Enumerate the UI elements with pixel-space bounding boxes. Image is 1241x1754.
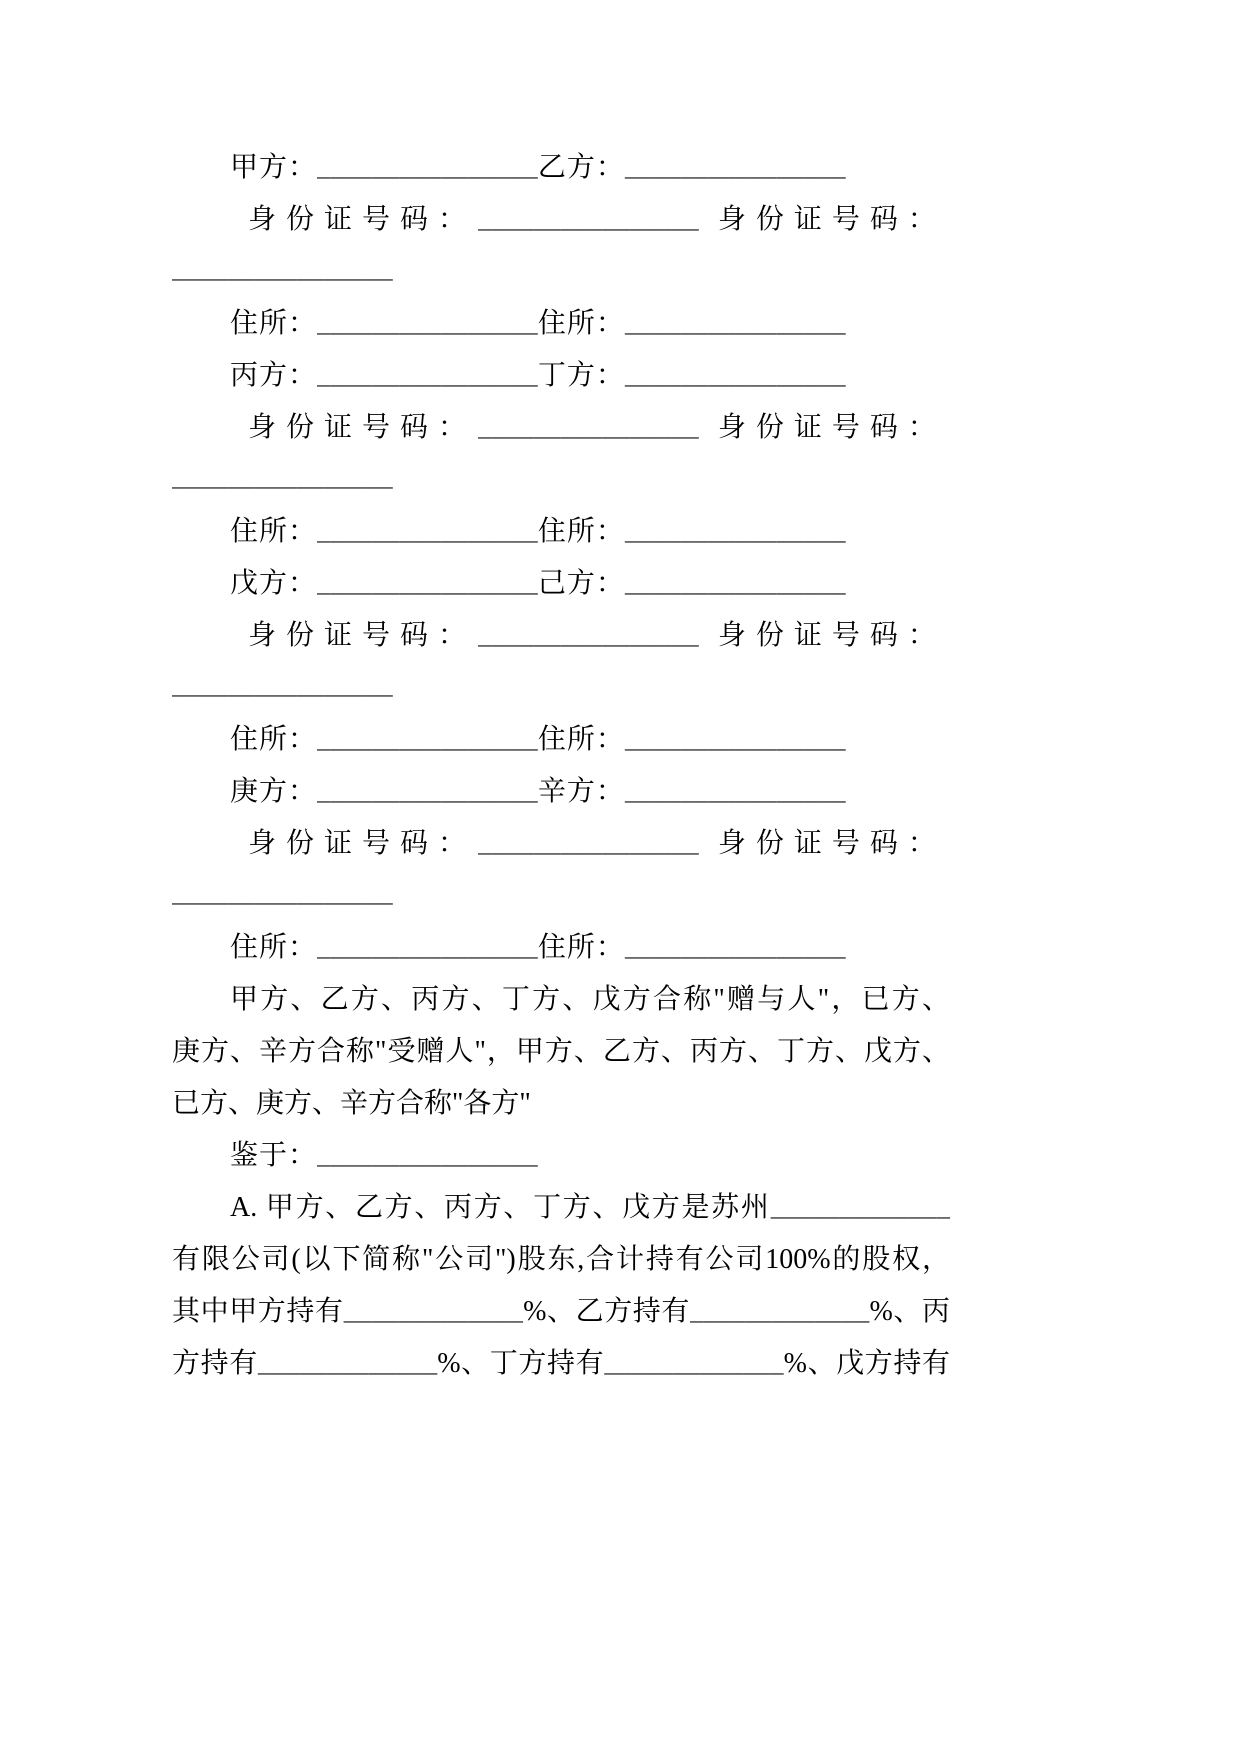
address-label: 住所： [537, 932, 625, 963]
share-percent-blank: _____________ [343, 1301, 524, 1327]
clause-line [172, 1338, 950, 1390]
party-label: 己方： [537, 568, 625, 599]
id-number-label: 身份证号码： [717, 828, 946, 859]
address-blank: ________________ [317, 521, 538, 547]
id-number-continuation [172, 662, 950, 714]
id-number-label: 身份证号码： [248, 204, 477, 235]
share-percent-blank: _____________ [604, 1353, 784, 1379]
party-block [172, 766, 950, 974]
name-blank: ________________ [624, 781, 846, 807]
whereas-label: 鉴于： [230, 1140, 318, 1171]
name-blank: ________________ [624, 157, 846, 183]
id-number-line [172, 402, 950, 454]
share-percent-blank: _____________ [690, 1301, 870, 1327]
id-number-line [172, 610, 950, 662]
clause-text: %、丙 [869, 1296, 950, 1327]
address-label: 住所： [230, 516, 318, 547]
address-label: 住所： [537, 516, 625, 547]
clause-line [172, 1182, 950, 1234]
paragraph-line: 已方、庚方、辛方合称"各方" [172, 1088, 531, 1119]
id-number-continuation [172, 870, 950, 922]
address-label: 住所： [230, 932, 318, 963]
id-number-blank: ________________ [478, 417, 699, 443]
id-number-label: 身份证号码： [248, 412, 477, 443]
party-label: 庚方： [230, 776, 318, 807]
party-label: 甲方： [230, 152, 318, 183]
address-line [172, 298, 950, 350]
address-blank: ________________ [317, 313, 538, 339]
id-number-blank: ________________ [172, 883, 393, 909]
id-number-continuation [172, 454, 950, 506]
party-block [172, 142, 950, 350]
definitions-paragraph [172, 974, 950, 1130]
address-blank: ________________ [624, 729, 846, 755]
party-label: 丙方： [230, 360, 318, 391]
party-label: 乙方： [537, 152, 625, 183]
id-number-continuation [172, 246, 950, 298]
party-block [172, 350, 950, 558]
name-blank: ________________ [317, 157, 538, 183]
id-number-blank: ________________ [172, 467, 393, 493]
address-blank: ________________ [624, 521, 846, 547]
paragraph-line: 庚方、辛方合称"受赠人"，甲方、乙方、丙方、丁方、戊方、 [172, 1036, 950, 1067]
clause-line: 有限公司(以下简称"公司")股东,合计持有公司100%的股权， [172, 1244, 950, 1275]
address-line [172, 922, 950, 974]
id-number-label: 身份证号码： [717, 620, 946, 651]
clause-text: 方持有 [172, 1348, 258, 1379]
id-number-line [172, 818, 950, 870]
id-number-label: 身份证号码： [717, 204, 946, 235]
company-name-blank: _____________ [770, 1197, 950, 1223]
id-number-label: 身份证号码： [248, 828, 477, 859]
address-label: 住所： [537, 308, 625, 339]
address-label: 住所： [230, 724, 318, 755]
party-line [172, 766, 950, 818]
clause-text: %、乙方持有 [523, 1296, 691, 1327]
clause-a [172, 1182, 950, 1390]
party-line [172, 142, 950, 194]
clause-text: %、丁方持有 [437, 1348, 605, 1379]
address-blank: ________________ [624, 937, 846, 963]
party-line [172, 558, 950, 610]
address-blank: ________________ [317, 937, 538, 963]
name-blank: ________________ [624, 573, 846, 599]
party-label: 辛方： [537, 776, 625, 807]
id-number-label: 身份证号码： [248, 620, 477, 651]
clause-text: %、戊方持有 [783, 1348, 950, 1379]
address-label: 住所： [230, 308, 318, 339]
party-label: 丁方： [537, 360, 625, 391]
id-number-blank: ________________ [478, 833, 699, 859]
id-number-blank: ________________ [478, 209, 699, 235]
name-blank: ________________ [317, 365, 538, 391]
name-blank: ________________ [317, 573, 538, 599]
name-blank: ________________ [317, 781, 538, 807]
contract-page [172, 142, 950, 1390]
whereas-line [172, 1130, 950, 1182]
paragraph-line: 甲方、乙方、丙方、丁方、戊方合称"赠与人"，已方、 [230, 984, 950, 1015]
share-percent-blank: _____________ [257, 1353, 438, 1379]
address-line [172, 506, 950, 558]
clause-text: A. 甲方、乙方、丙方、丁方、戊方是苏州 [230, 1192, 771, 1223]
clause-line [172, 1286, 950, 1338]
clause-text: 其中甲方持有 [172, 1296, 344, 1327]
id-number-line [172, 194, 950, 246]
whereas-blank: ________________ [317, 1145, 538, 1171]
address-line [172, 714, 950, 766]
id-number-blank: ________________ [172, 259, 393, 285]
party-line [172, 350, 950, 402]
party-label: 戊方： [230, 568, 318, 599]
id-number-blank: ________________ [478, 625, 699, 651]
address-blank: ________________ [624, 313, 846, 339]
address-blank: ________________ [317, 729, 538, 755]
name-blank: ________________ [624, 365, 846, 391]
id-number-blank: ________________ [172, 675, 393, 701]
id-number-label: 身份证号码： [717, 412, 946, 443]
party-block [172, 558, 950, 766]
address-label: 住所： [537, 724, 625, 755]
